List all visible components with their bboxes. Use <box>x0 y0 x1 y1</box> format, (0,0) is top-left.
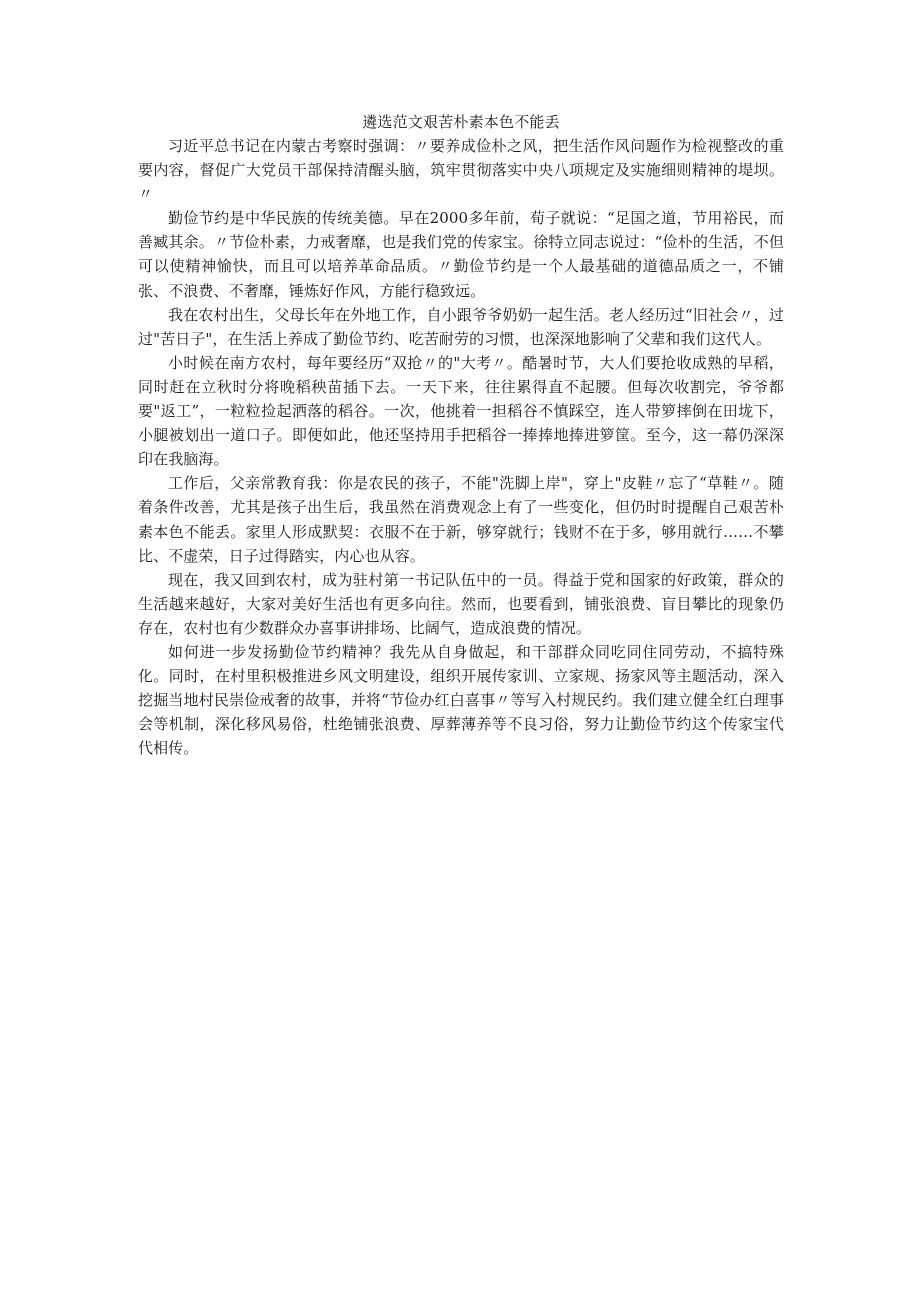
paragraph-3: 我在农村出生，父母长年在外地工作，自小跟爷爷奶奶一起生活。老人经历过“旧社会〃，过过"苦日子"，在生活上养成了勤俭节约、吃苦耐劳的习惯，也深深地影响了父辈和我们这代人。 <box>138 305 784 348</box>
article-body <box>138 110 784 760</box>
document-title: 遴选范文艰苦朴素本色不能丢 <box>362 113 560 131</box>
paragraph-2: 勤俭节约是中华民族的传统美德。早在2000多年前，荀子就说：“足国之道，节用裕民，而善臧其余。〃节俭朴素，力戒奢靡，也是我们党的传家宝。徐特立同志说过：“俭朴的生活，不但可以使精神愉快，而且可以培养革命品质。〃勤俭节约是一个人最基础的道德品质之一，不铺张、不浪费、不奢靡，锤炼好作风，方能行稳致远。 <box>138 209 784 300</box>
paragraph-4: 小时候在南方农村，每年要经历“双抢〃的"大考〃。酷暑时节，大人们要抢收成熟的早稻，同时赶在立秋时分将晚稻秧苗插下去。一天下来，往往累得直不起腰。但每次收割完，爷爷都要"返工”，一粒粒捡起洒落的稻谷。一次，他挑着一担稻谷不慎踩空，连人带箩摔倒在田垅下，小腿被划出一道口子。即便如此，他还坚持用手把稻谷一捧捧地捧进箩筐。至今，这一幕仍深深印在我脑海。 <box>138 353 784 469</box>
paragraph-5: 工作后，父亲常教育我：你是农民的孩子，不能"洗脚上岸"，穿上"皮鞋〃忘了“草鞋〃。随着条件改善，尤其是孩子出生后，我虽然在消费观念上有了一些变化，但仍时时提醒自己艰苦朴素本色不能丢。家里人形成默契：衣服不在于新，够穿就行；钱财不在于多，够用就行……不攀比、不虚荣，日子过得踏实，内心也从容。 <box>138 474 784 565</box>
paragraph-7: 如何进一步发扬勤俭节约精神？我先从自身做起，和干部群众同吃同住同劳动，不搞特殊化。同时，在村里积极推进乡风文明建设，组织开展传家训、立家规、扬家风等主题活动，深入挖掘当地村民崇俭戒奢的故事，并将“节俭办红白喜事〃等写入村规民约。我们建立健全红白理事会等机制，深化移风易俗，杜绝铺张浪费、厚葬薄养等不良习俗，努力让勤俭节约这个传家宝代代相传。 <box>138 642 784 758</box>
paragraph-6: 现在，我又回到农村，成为驻村第一书记队伍中的一员。得益于党和国家的好政策，群众的生活越来越好，大家对美好生活也有更多向往。然而，也要看到，铺张浪费、盲目攀比的现象仍存在，农村也有少数群众办喜事讲排场、比阔气，造成浪费的情况。 <box>138 570 784 637</box>
paragraph-1: 习近平总书记在内蒙古考察时强调：〃要养成俭朴之风，把生活作风问题作为检视整改的重要内容，督促广大党员干部保持清醒头脑，筑牢贯彻落实中央八项规定及实施细则精神的堤坝。〃 <box>138 137 784 204</box>
